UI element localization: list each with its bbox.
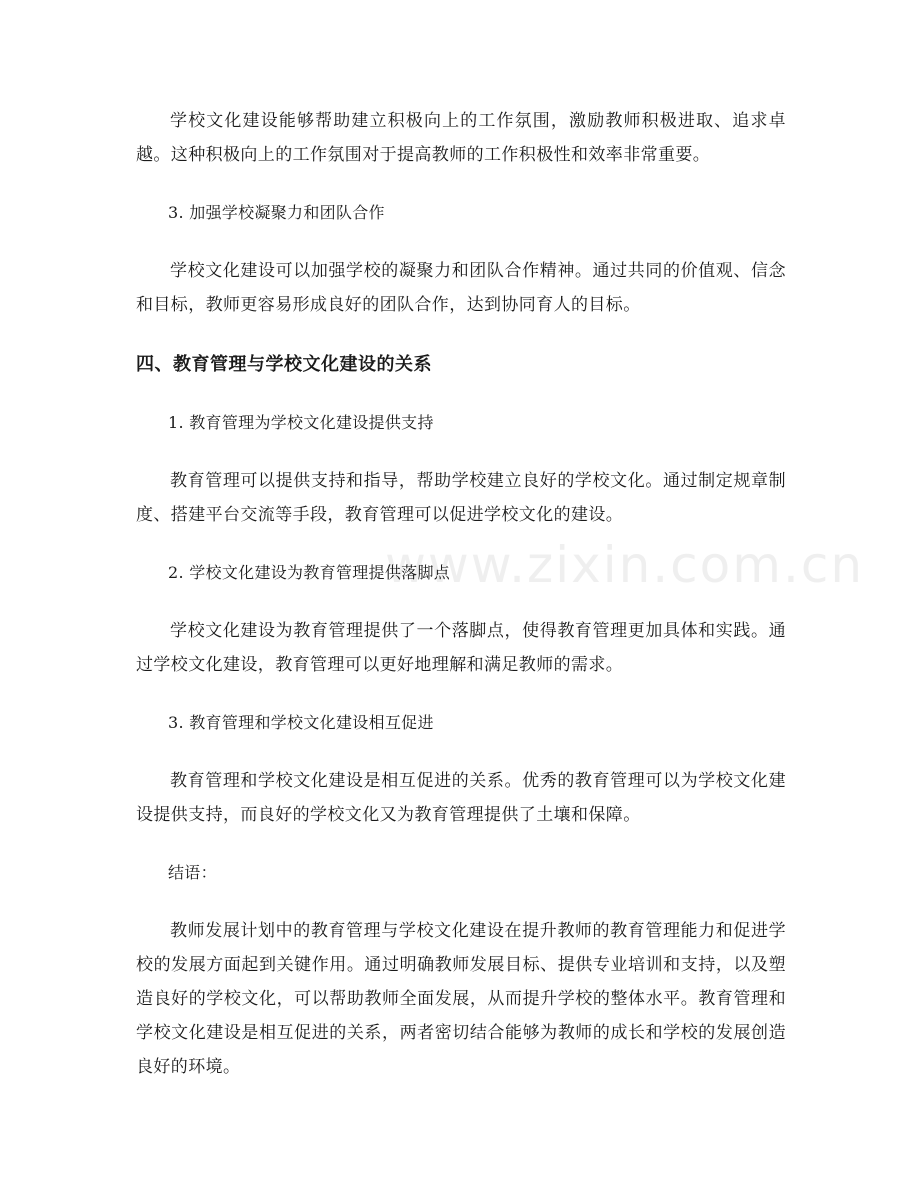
paragraph-mutual-promotion: 教育管理和学校文化建设是相互促进的关系。优秀的教育管理可以为学校文化建设提供支持，而良好的学校文化又为教育管理提供了土壤和保障。 — [136, 771, 786, 825]
watermark: www.zixin.com.cn — [385, 536, 865, 594]
subheading-cohesion: 3. 加强学校凝聚力和团队合作 — [168, 203, 385, 222]
subheading-management-support: 1. 教育管理为学校文化建设提供支持 — [168, 413, 434, 432]
document-body — [136, 104, 786, 1084]
section-heading-4: 四、教育管理与学校文化建设的关系 — [136, 354, 432, 375]
paragraph-cohesion: 学校文化建设可以加强学校的凝聚力和团队合作精神。通过共同的价值观、信念和目标，教师更容易形成良好的团队合作，达到协同育人的目标。 — [136, 261, 786, 315]
conclusion-label: 结语： — [168, 863, 217, 882]
paragraph-conclusion: 教师发展计划中的教育管理与学校文化建设在提升教师的教育管理能力和促进学校的发展方面起到关键作用。通过明确教师发展目标、提供专业培训和支持，以及塑造良好的学校文化，可以帮助教师全面发展，从而提升学校的整体水平。教育管理和学校文化建设是相互促进的关系，两者密切结合能够为教师的成长和学校的发展创造良好的环境。 — [136, 921, 786, 1077]
subheading-mutual-promotion: 3. 教育管理和学校文化建设相互促进 — [168, 713, 434, 732]
paragraph-management-support: 教育管理可以提供支持和指导，帮助学校建立良好的学校文化。通过制定规章制度、搭建平台交流等手段，教育管理可以促进学校文化的建设。 — [136, 471, 786, 525]
paragraph-work-atmosphere: 学校文化建设能够帮助建立积极向上的工作氛围，激励教师积极进取、追求卓越。这种积极向上的工作氛围对于提高教师的工作积极性和效率非常重要。 — [136, 111, 786, 165]
subheading-foothold: 2. 学校文化建设为教育管理提供落脚点 — [168, 563, 451, 582]
paragraph-foothold: 学校文化建设为教育管理提供了一个落脚点，使得教育管理更加具体和实践。通过学校文化建设，教育管理可以更好地理解和满足教师的需求。 — [136, 621, 786, 675]
